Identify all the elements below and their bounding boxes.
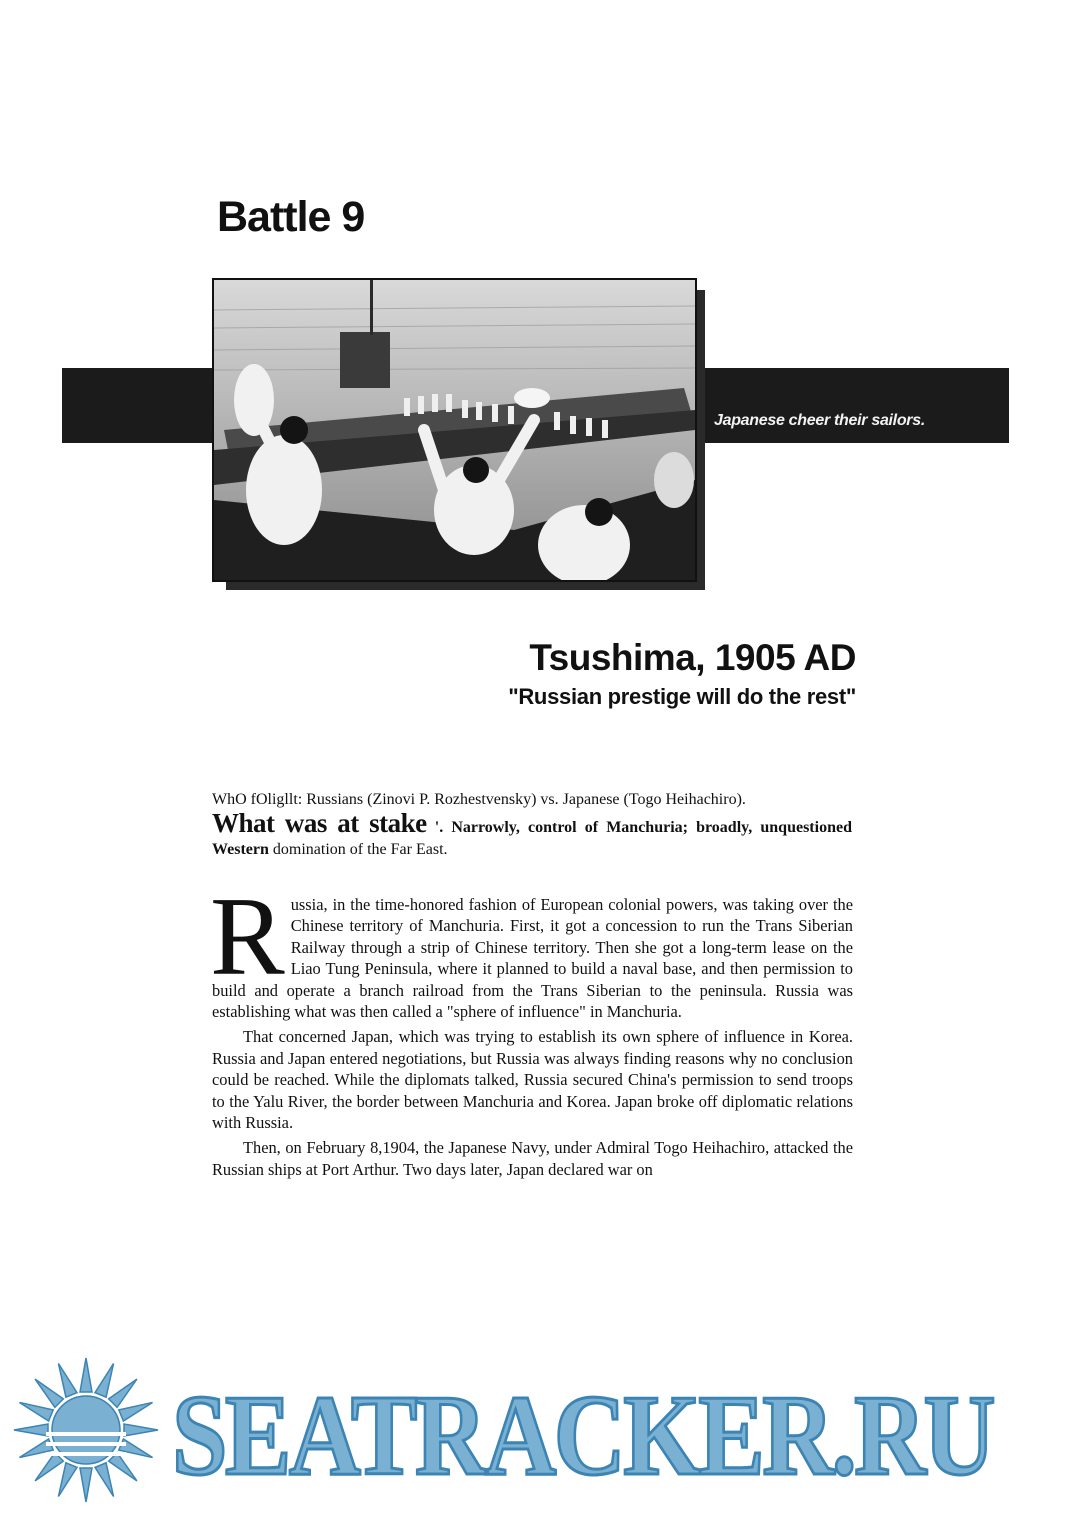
sun-icon xyxy=(14,1358,158,1502)
stake-bold-text: Narrowly, control of Manchuria; broadly, unquestioned Western xyxy=(212,819,852,858)
battle-quote: "Russian prestige will do the rest" xyxy=(508,684,856,709)
what-was-at-stake xyxy=(212,808,852,861)
stake-mark: '. xyxy=(434,819,444,836)
stake-heading: What was at stake xyxy=(212,808,427,838)
paragraph-1-text: ussia, in the time-honored fashion of European colonial powers, was taking over the Chinese territory of Manchuria. First, it got a concession to run the Trans Siberian Railway through a strip of Chinese territory. Then she got a long-term lease on the Liao Tung Peninsula, where it planned to build a naval base, and then permission to build and operate a branch railroad from the Trans Siberian to the peninsula. Russia was establishing what was then called a "sphere of influence" in Manchuria. xyxy=(212,895,853,1022)
watermark-text: SEATRACKER.RU xyxy=(172,1372,994,1500)
drop-cap: R xyxy=(210,875,285,999)
chapter-heading: Battle 9 xyxy=(217,193,365,241)
photo-japanese-sailors xyxy=(212,278,697,582)
who-fought-line: WhO fOligllt: Russians (Zinovi P. Rozhestvensky) vs. Japanese (Togo Heihachiro). xyxy=(212,791,746,808)
photo-illustration xyxy=(214,280,695,580)
article-body xyxy=(210,875,853,1180)
photo-caption: Japanese cheer their sailors. xyxy=(714,412,925,429)
paragraph-2: That concerned Japan, which was trying to establish its own sphere of influence in Korea. Russia and Japan entered negotiations, but Russia was always finding reasons why no conclusion could be reached. While the diplomats talked, Russia secured China's permission to send troops to the Yalu River, the border between Manchuria and Korea. Japan broke off diplomatic relations with Russia. xyxy=(212,1027,853,1133)
paragraph-3: Then, on February 8,1904, the Japanese Navy, under Admiral Togo Heihachiro, attacked the Russian ships at Port Arthur. Two days later, Japan declared war on xyxy=(212,1138,853,1179)
stake-text: domination of the Far East. xyxy=(268,841,448,858)
battle-title: Tsushima, 1905 AD xyxy=(529,637,856,678)
paragraph-1 xyxy=(210,875,853,1022)
